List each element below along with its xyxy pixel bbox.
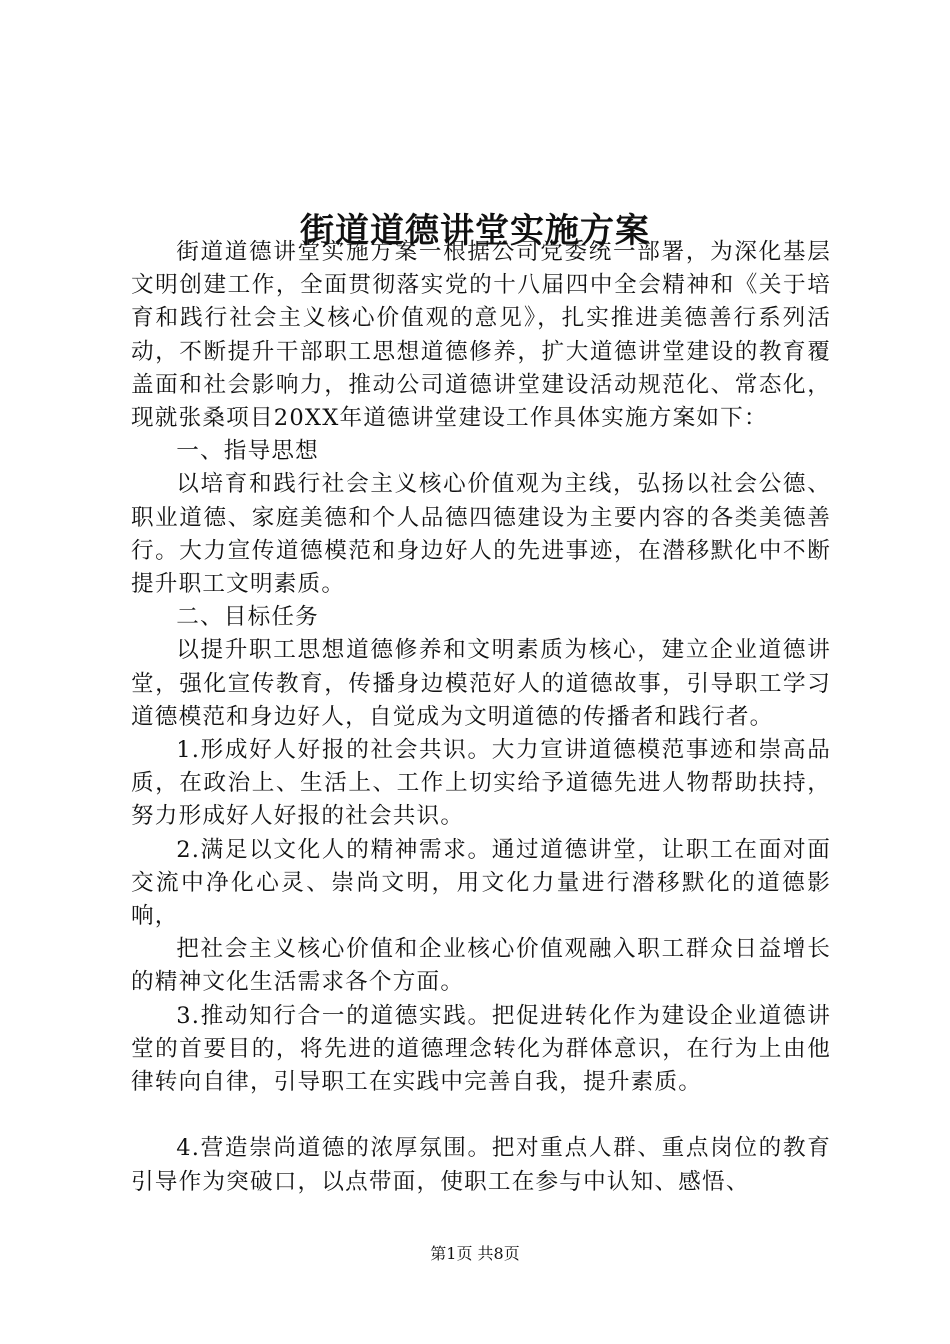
paragraph-intro: 街道道德讲堂实施方案一根据公司党委统一部署，为深化基层文明创建工作，全面贯彻落实党的十八届四中全会精神和《关于培育和践行社会主义核心价值观的意见》，扎实推进美德善行系列活动，不断提升干部职工思想道德修养，扩大道德讲堂建设的教育覆盖面和社会影响力，推动公司道德讲堂建设活动规范化、常态化，现就张桑项目20XX年道德讲堂建设工作具体实施方案如下： [131, 239, 831, 432]
section-heading-objectives: 二、目标任务 [176, 604, 319, 631]
list-item-4: 4.营造崇尚道德的浓厚氛围。把对重点人群、重点岗位的教育引导作为突破口，以点带面，使职工在参与中认知、感悟、 [131, 1135, 831, 1195]
page-footer: 第1页 共8页 [430, 1244, 520, 1263]
blank-line [131, 1099, 831, 1132]
document-body [131, 236, 831, 1199]
paragraph-guiding-ideology: 以培育和践行社会主义核心价值观为主线，弘扬以社会公德、职业道德、家庭美德和个人品德四德建设为主要内容的各类美德善行。大力宣传道德模范和身边好人的先进事迹，在潜移默化中不断提升职工文明素质。 [131, 471, 831, 598]
list-item-3: 3.推动知行合一的道德实践。把促进转化作为建设企业道德讲堂的首要目的，将先进的道德理念转化为群体意识，在行为上由他律转向自律，引导职工在实践中完善自我，提升素质。 [131, 1002, 831, 1096]
list-item-2: 2.满足以文化人的精神需求。通过道德讲堂，让职工在面对面交流中净化心灵、崇尚文明，用文化力量进行潜移默化的道德影响， [131, 836, 831, 930]
list-item-1: 1.形成好人好报的社会共识。大力宣讲道德模范事迹和崇高品质，在政治上、生活上、工作上切实给予道德先进人物帮助扶持，努力形成好人好报的社会共识。 [131, 737, 831, 830]
section-heading-guiding-ideology: 一、指导思想 [176, 438, 319, 465]
list-item-2-continuation: 把社会主义核心价值和企业核心价值观融入职工群众日益增长的精神文化生活需求各个方面。 [131, 936, 831, 996]
paragraph-objectives: 以提升职工思想道德修养和文明素质为核心，建立企业道德讲堂，强化宣传教育，传播身边模范好人的道德故事，引导职工学习道德模范和身边好人，自觉成为文明道德的传播者和践行者。 [131, 637, 831, 730]
page-title: 街道道德讲堂实施方案 [300, 210, 650, 251]
